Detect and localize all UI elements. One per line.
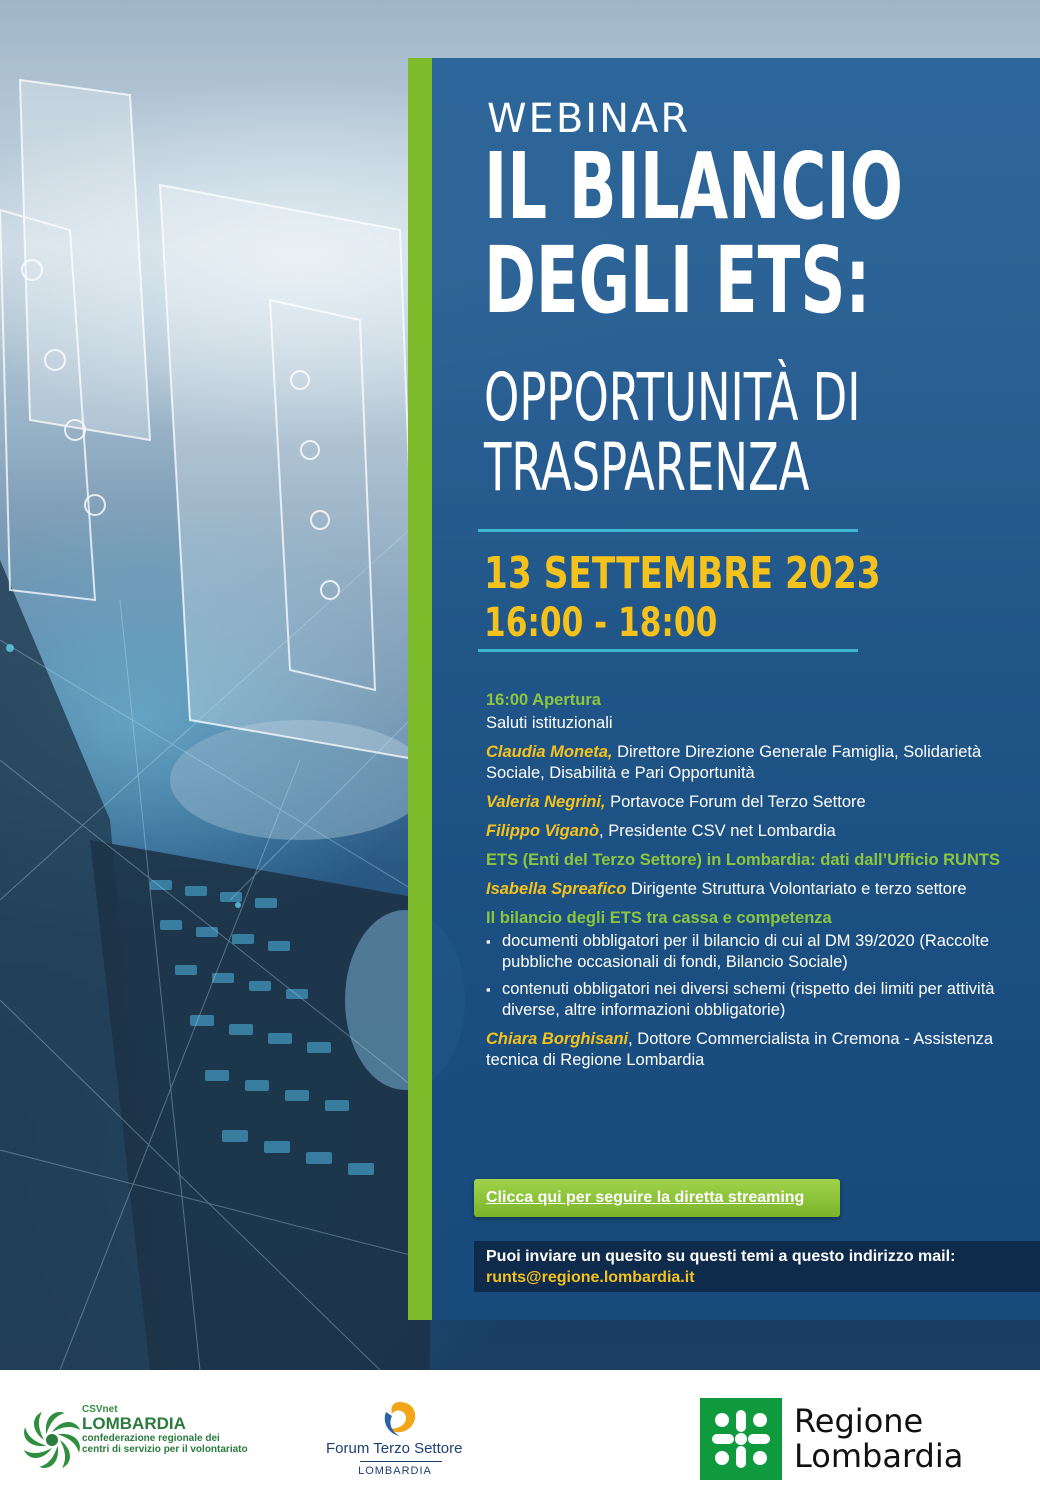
agenda-opening: 16:00 Apertura — [486, 691, 601, 709]
title-line-2: DEGLI ETS: — [484, 227, 871, 334]
agenda-greetings: Saluti istituzionali — [486, 714, 613, 732]
speaker-name: Filippo Viganò — [486, 822, 600, 840]
subtitle — [484, 359, 865, 506]
speaker-name: Chiara Borghisani — [486, 1030, 629, 1048]
speaker-name: Claudia Moneta, — [486, 743, 613, 761]
speaker-role: Portavoce Forum del Terzo Settore — [605, 793, 866, 811]
forum-name: Forum Terzo Settore — [326, 1440, 463, 1457]
divider-top — [478, 529, 858, 532]
agenda-section-3: Il bilancio degli ETS tra cassa e competenza — [486, 909, 832, 927]
agenda-speaker-5 — [486, 1029, 1006, 1071]
agenda-speaker-3 — [486, 821, 1006, 842]
speaker-name: Isabella Spreafico — [486, 880, 627, 898]
footer — [0, 1370, 1040, 1509]
streaming-button[interactable]: Clicca qui per seguire la diretta streaming — [474, 1179, 840, 1217]
regione-label: Regione — [794, 1402, 924, 1440]
agenda-section-2: ETS (Enti del Terzo Settore) in Lombardia: dati dall’Ufficio RUNTS — [486, 851, 1000, 869]
subtitle-line-1: OPPORTUNITÀ DI — [484, 359, 861, 436]
csvnet-label: CSVnet — [82, 1404, 118, 1415]
contact-text: Puoi inviare un quesito su questi temi a questo indirizzo mail: — [486, 1248, 956, 1265]
agenda-speaker-4 — [486, 879, 1006, 900]
agenda-bullets — [486, 931, 1006, 1021]
list-item: ▪ documenti obbligatori per il bilancio di cui al DM 39/2020 (Raccolte pubbliche occasionali di fondi, Bilancio Sociale) — [486, 931, 1006, 973]
regione-lombardia-logo-text — [794, 1404, 963, 1474]
title-line-1: IL BILANCIO — [484, 133, 903, 240]
csvnet-tagline-1: confederazione regionale dei — [82, 1433, 220, 1444]
agenda-speaker-1 — [486, 742, 1006, 784]
csvnet-tagline-2: centri di servizio per il volontariato — [82, 1444, 248, 1455]
contact-email-link[interactable]: runts@regione.lombardia.it — [486, 1269, 695, 1286]
kicker-label: WEBINAR — [487, 96, 691, 142]
contact-box — [474, 1241, 1040, 1292]
agenda — [486, 690, 1006, 1079]
forum-swirl-icon — [378, 1398, 422, 1440]
forum-divider — [360, 1461, 442, 1462]
speaker-name: Valeria Negrini, — [486, 793, 606, 811]
event-date: 13 SETTEMBRE 2023 — [484, 548, 881, 599]
list-item: ▪ contenuti obbligatori nei diversi schemi (rispetto dei limiti per attività diverse, altre informazioni obbligatorie) — [486, 979, 1006, 1021]
event-time: 16:00 - 18:00 — [484, 600, 718, 646]
forum-terzo-settore-logo — [320, 1398, 480, 1488]
speaker-role: , Presidente CSV net Lombardia — [599, 822, 836, 840]
speaker-role: Direttore Direzione Generale Famiglia, Solidarietà Sociale, Disabilità e Pari Opportunità — [486, 743, 982, 782]
accent-bar — [408, 58, 432, 1320]
speaker-role: Dirigente Struttura Volontariato e terzo settore — [626, 880, 967, 898]
speaker-role: , Dottore Commercialista in Cremona - Assistenza tecnica di Regione Lombardia — [486, 1030, 994, 1069]
forum-region: LOMBARDIA — [358, 1465, 432, 1477]
regione-lombardia-rose-icon — [700, 1398, 782, 1480]
lombardia-label: Lombardia — [794, 1437, 964, 1475]
divider-bottom — [478, 649, 858, 652]
csvnet-region: LOMBARDIA — [82, 1414, 186, 1433]
subtitle-line-2: TRASPARENZA — [484, 429, 810, 506]
main-title — [484, 133, 903, 334]
agenda-speaker-2 — [486, 792, 1006, 813]
csvnet-logo-text — [82, 1404, 248, 1455]
